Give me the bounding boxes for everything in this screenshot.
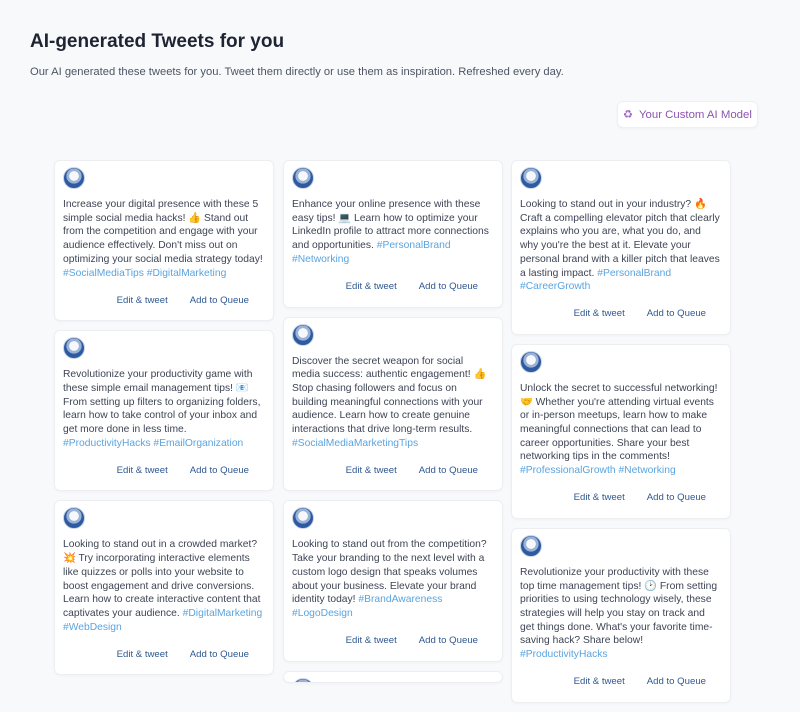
- tweet-card: [511, 528, 731, 703]
- add-to-queue-button[interactable]: Add to Queue: [189, 294, 249, 306]
- tweet-text: Unlock the secret to successful networking! 🤝 Whether you're attending virtual events or in-person meetups, learn how to make meaningful connections that can lead to career opportunities. Share your best networking tips in the comments! #ProfessionalGrowth #Networking: [520, 382, 718, 477]
- avatar: [520, 351, 542, 373]
- tweet-hashtags: #ProductivityHacks #EmailOrganization: [63, 437, 244, 449]
- add-to-queue-button[interactable]: Add to Queue: [189, 464, 249, 476]
- tweet-text: Revolutionize your productivity with these top time management tips! 🕑 From setting priorities to using technology wisely, these strategies will help you stay on track and get things done. What's your favorite time-saving hack? Share below! #ProductivityHacks: [520, 566, 718, 661]
- avatar: [63, 507, 85, 529]
- tweet-card: [54, 330, 274, 491]
- tweet-hashtags: #SocialMediaTips #DigitalMarketing: [63, 267, 227, 279]
- tweet-hashtags: #ProductivityHacks: [520, 649, 608, 661]
- tweet-card: [283, 317, 503, 492]
- page-title: AI-generated Tweets for you: [30, 31, 285, 52]
- tweet-card: [283, 500, 503, 661]
- avatar: [292, 507, 314, 529]
- tweet-card: [511, 160, 731, 335]
- tweet-card: [54, 500, 274, 675]
- tweet-card: [283, 160, 503, 308]
- tweet-column-2: [283, 160, 503, 692]
- edit-tweet-button[interactable]: Edit & tweet: [345, 281, 397, 293]
- add-to-queue-button[interactable]: Add to Queue: [418, 635, 478, 647]
- edit-tweet-button[interactable]: Edit & tweet: [116, 648, 168, 660]
- avatar: [520, 167, 542, 189]
- avatar: [292, 324, 314, 346]
- tweet-column-1: [54, 160, 274, 684]
- tweet-text: Enhance your online presence with these easy tips! 💻 Learn how to optimize your LinkedIn profile to attract more connections and opportunities. #PersonalBrand #Networking: [292, 199, 489, 265]
- edit-tweet-button[interactable]: Edit & tweet: [345, 464, 397, 476]
- edit-tweet-button[interactable]: Edit & tweet: [116, 464, 168, 476]
- tweet-text: Looking to stand out in a crowded market? 💥 Try incorporating interactive elements like quizzes or polls into your website to boost engagement and drive conversions. Learn how to create interactive content that captivates your audience. #DigitalMarketing #WebDesign: [63, 539, 263, 633]
- tweet-hashtags: #DigitalMarketing #WebDesign: [63, 607, 263, 633]
- avatar: [63, 167, 85, 189]
- edit-tweet-button[interactable]: Edit & tweet: [116, 294, 168, 306]
- edit-tweet-button[interactable]: Edit & tweet: [345, 635, 397, 647]
- custom-ai-model-button[interactable]: [617, 101, 758, 128]
- tweet-card: [283, 671, 503, 683]
- tweet-hashtags: #PersonalBrand #CareerGrowth: [520, 267, 672, 293]
- tweet-text: Revolutionize your productivity game with these simple email management tips! 📧 From setting up filters to organizing folders, learn how to take control of your inbox and get more done in less time. #ProductivityHacks #EmailOrganization: [63, 369, 261, 449]
- robot-icon: ♻: [623, 109, 633, 121]
- tweet-text: Looking to stand out from the competition? Take your branding to the next level with a custom logo design that speaks volumes about your business. Elevate your brand identity today! #BrandAwareness #LogoDesign: [292, 539, 487, 619]
- avatar: [292, 167, 314, 189]
- add-to-queue-button[interactable]: Add to Queue: [646, 676, 706, 688]
- tweet-hashtags: #ProfessionalGrowth #Networking: [520, 465, 676, 477]
- add-to-queue-button[interactable]: Add to Queue: [646, 308, 706, 320]
- custom-ai-model-label: Your Custom AI Model: [638, 108, 752, 121]
- edit-tweet-button[interactable]: Edit & tweet: [573, 492, 625, 504]
- tweet-text: Looking to stand out in your industry? 🔥 Craft a compelling elevator pitch that clearly explains who you are, what you do, and why you're the best at it. Elevate your personal brand with a killer pitch that leaves a lasting impact. #PersonalBrand #CareerGrowth: [520, 199, 720, 293]
- tweet-text: Increase your digital presence with these 5 simple social media hacks! 👍 Stand out from the competition and engage with your audience effectively. Don't miss out on optimizing your social media strategy today! #SocialMediaTips #DigitalMarketing: [63, 199, 263, 279]
- tweet-card: [511, 344, 731, 519]
- tweet-column-3: [511, 160, 731, 712]
- edit-tweet-button[interactable]: Edit & tweet: [573, 676, 625, 688]
- tweet-card: [54, 160, 274, 321]
- tweet-hashtags: #BrandAwareness #LogoDesign: [292, 594, 443, 619]
- tweet-hashtags: #SocialMediaMarketingTips: [292, 437, 419, 449]
- tweet-text: Discover the secret weapon for social media success: authentic engagement! 👍 Stop chasing followers and focus on building meaningful connections with your audience. Learn how to create genuine interactions that drive long-term results. #SocialMediaMarketingTips: [292, 355, 487, 449]
- tweet-hashtags: #PersonalBrand #Networking: [292, 240, 451, 265]
- avatar: [520, 535, 542, 557]
- add-to-queue-button[interactable]: Add to Queue: [646, 492, 706, 504]
- add-to-queue-button[interactable]: Add to Queue: [418, 464, 478, 476]
- edit-tweet-button[interactable]: Edit & tweet: [573, 308, 625, 320]
- avatar: [63, 337, 85, 359]
- avatar: [292, 678, 314, 683]
- page-subtitle: Our AI generated these tweets for you. Tweet them directly or use them as inspiration. Refreshed every day.: [30, 66, 564, 78]
- add-to-queue-button[interactable]: Add to Queue: [418, 281, 478, 293]
- add-to-queue-button[interactable]: Add to Queue: [189, 648, 249, 660]
